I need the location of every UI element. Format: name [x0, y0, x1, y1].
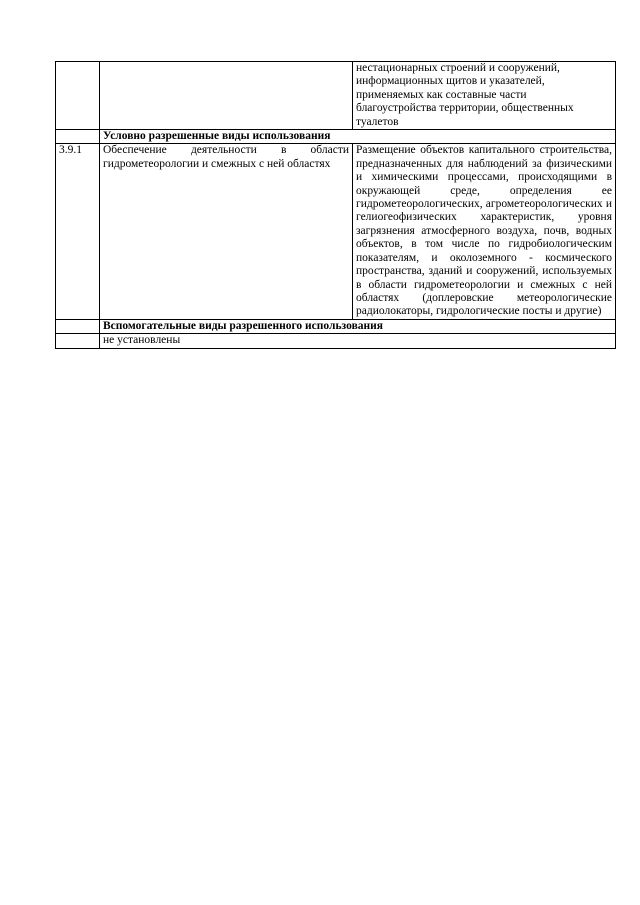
- code-cell: [56, 319, 100, 333]
- code-cell: 3.9.1: [56, 144, 100, 319]
- section-title-conditional: Условно разрешенные виды использования: [100, 130, 616, 144]
- use-description-cell: нестационарных строений и сооружений, информационных щитов и указателей, применяемых как составные части благоустройства территории, общественных туалетов: [353, 62, 616, 130]
- code-cell: [56, 62, 100, 130]
- table-row-auxiliary-value: [56, 334, 616, 348]
- table-row-continued: [56, 62, 616, 130]
- use-name-cell: [100, 62, 353, 130]
- section-header-row-auxiliary: [56, 319, 616, 333]
- section-header-row-conditional: [56, 130, 616, 144]
- use-name-cell: Обеспечение деятельности в области гидрометеорологии и смежных с ней областях: [100, 144, 353, 319]
- section-title-auxiliary: Вспомогательные виды разрешенного использования: [100, 319, 616, 333]
- code-cell: [56, 130, 100, 144]
- auxiliary-value-cell: не установлены: [100, 334, 616, 348]
- use-description-cell: Размещение объектов капитального строительства, предназначенных для наблюдений за физическими и химическими процессами, происходящими в окружающей среде, определения ее гидрометеорологических, агрометеорологических и гелиогеофизических характеристик, уровня загрязнения атмосферного воздуха, почв, водных объектов, в том числе по гидробиологическим показателям, и околоземного - космического пространства, зданий и сооружений, используемых в области гидрометеорологии и смежных с ней областях (доплеровские метеорологические радиолокаторы, гидрологические посты и другие): [353, 144, 616, 319]
- land-use-table: [55, 61, 616, 349]
- code-cell: [56, 334, 100, 348]
- table-row-3-9-1: [56, 144, 616, 319]
